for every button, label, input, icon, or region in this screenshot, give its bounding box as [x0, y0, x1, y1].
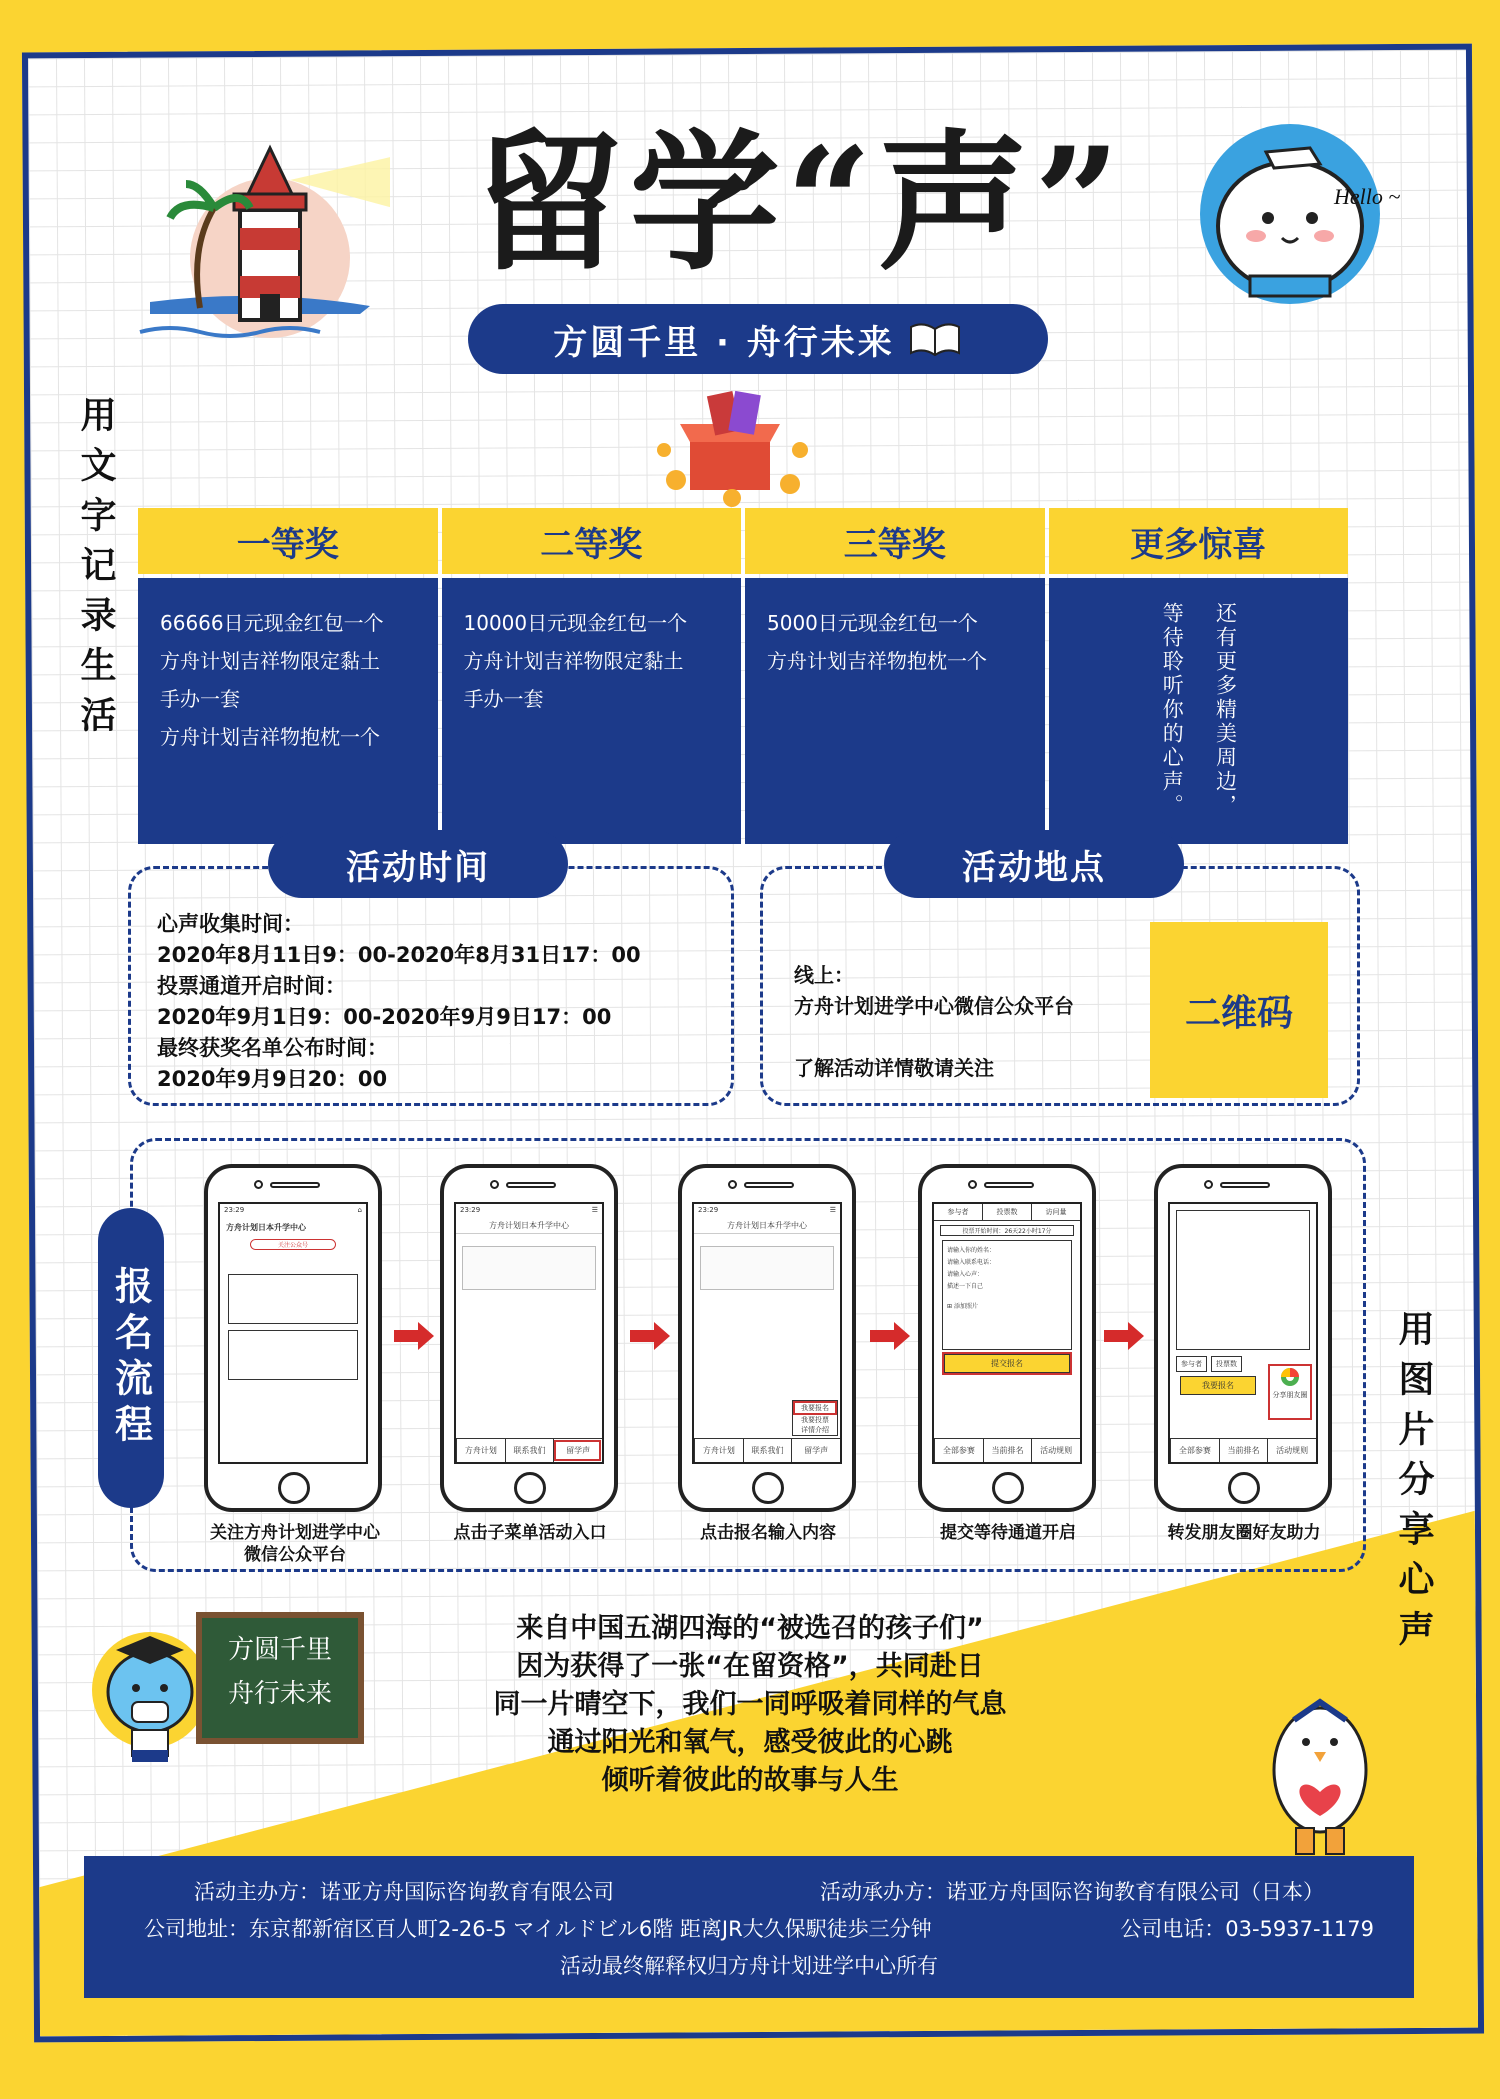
- flow-caption-3: 点击报名输入内容: [700, 1523, 836, 1543]
- menu-item[interactable]: 当前排名: [983, 1439, 1032, 1462]
- prize-more-title: 更多惊喜: [1049, 508, 1349, 574]
- footer-address: 公司地址：东京都新宿区百人町2-26-5 マイルドビル6階 距离JR大久保駅徒歩三分钟: [144, 1917, 932, 1941]
- mascot-graduate-icon: [92, 1610, 212, 1780]
- chalkboard: [196, 1612, 364, 1744]
- poem-line: 因为获得了一张“在留资格”，共同赴日: [516, 1651, 984, 1682]
- poem-line: 来自中国五湖四海的“被选召的孩子们”: [516, 1613, 984, 1644]
- chat-menu: [694, 1438, 840, 1462]
- prize-line: 等待聆听你的心声。: [1160, 602, 1185, 818]
- add-photo[interactable]: ⊞ 添加照片: [947, 1303, 978, 1310]
- flow-caption-4: 提交等待通道开启: [940, 1523, 1076, 1543]
- camera-shutter-icon: [1279, 1366, 1301, 1388]
- footer-phone: 公司电话：03-5937-1179: [1120, 1917, 1374, 1941]
- location-note: 了解活动详情敬请关注: [794, 1056, 994, 1080]
- share-moments-button[interactable]: 分享朋友圈: [1268, 1364, 1312, 1420]
- poem-line: 倾听着彼此的故事与人生: [601, 1765, 899, 1796]
- slogan-banner: [468, 304, 1048, 374]
- prize-line: 手办一套: [160, 687, 240, 711]
- chat-menu: [456, 1438, 602, 1462]
- phone-screen: 23:29 ⌂ 方舟计划日本升学中心 关注公众号: [218, 1202, 368, 1464]
- poem-line: 通过阳光和氧气，感受彼此的心跳: [547, 1727, 953, 1758]
- arrow-right-icon: [870, 1322, 910, 1350]
- menu-item[interactable]: 当前排名: [1219, 1439, 1268, 1462]
- phone-screen: 23:29 ☰ 方舟计划日本升学中心 我要报名 我要投票 详情介绍 方舟计划 联系我们 留学声: [692, 1202, 842, 1464]
- prize-second: [442, 508, 742, 844]
- activity-time-title: 活动时间: [268, 830, 568, 898]
- prize-more-body: [1049, 578, 1349, 844]
- submit-button[interactable]: 提交报名: [944, 1354, 1070, 1373]
- arrow-right-icon: [394, 1322, 434, 1350]
- board-line: 方圆千里: [227, 1635, 332, 1665]
- prize-first-title: 一等奖: [138, 508, 438, 574]
- form-line[interactable]: 请输入心声：: [947, 1271, 984, 1278]
- phone-screen: 参与者 投票数 访问量 投票开始时间：26天22小时17分 请输入你的姓名： 请输入联系电话： 请输入心声： 描述一下自己 ⊞ 添加照片 提交报名 全部参赛 当前排名 活动规则: [932, 1202, 1082, 1464]
- mascot-bird-heart-icon: [1250, 1680, 1390, 1860]
- prize-line: 方舟计划吉祥物抱枕一个: [160, 725, 380, 749]
- activity-time-box: [128, 866, 734, 1106]
- flow-caption-2: 点击子菜单活动入口: [453, 1523, 607, 1543]
- qr-code-placeholder[interactable]: 二维码: [1150, 922, 1328, 1098]
- time-line: 2020年8月11日9：00-2020年8月31日17：00: [157, 943, 641, 967]
- signup-flow-title: 报名流程: [98, 1208, 164, 1508]
- phone-screen: 23:29 ☰ 方舟计划日本升学中心 方舟计划 联系我们 留学声: [454, 1202, 604, 1464]
- menu-item[interactable]: 全部参赛: [934, 1439, 983, 1462]
- activity-location-title: 活动地点: [884, 830, 1184, 898]
- form-line[interactable]: 请输入你的姓名：: [947, 1247, 996, 1254]
- prize-line: 方舟计划吉祥物抱枕一个: [767, 649, 987, 673]
- prize-line: 方舟计划吉祥物限定黏土: [160, 649, 380, 673]
- submenu-item[interactable]: 我要投票: [801, 1416, 829, 1424]
- bottom-menu: [1170, 1438, 1316, 1462]
- submenu-item[interactable]: 详情介绍: [801, 1426, 829, 1434]
- page-title: 留学“声”: [473, 115, 1127, 291]
- menu-item[interactable]: 活动规则: [1267, 1439, 1316, 1462]
- submenu-item[interactable]: 我要报名: [793, 1401, 837, 1415]
- flow-caption-1: 关注方舟计划进学中心 微信公众平台: [210, 1523, 380, 1565]
- prize-line: 还有更多精美周边，: [1213, 602, 1238, 818]
- time-line: 心声收集时间：: [157, 912, 304, 936]
- time-line: 投票通道开启时间：: [157, 974, 346, 998]
- menu-item[interactable]: 联系我们: [505, 1439, 554, 1462]
- footer-undertaker: 活动承办方：诺亚方舟国际咨询教育有限公司（日本）: [820, 1880, 1324, 1904]
- form-line[interactable]: 请输入联系电话：: [947, 1259, 996, 1266]
- time-line: 最终获奖名单公布时间：: [157, 1036, 388, 1060]
- mascot-seal-icon: [1190, 118, 1420, 308]
- phone-step-4: [918, 1164, 1096, 1512]
- stats-tabs: 参与者 投票数 访问量: [934, 1204, 1080, 1221]
- time-line: 2020年9月1日9：00-2020年9月9日17：00: [157, 1005, 612, 1029]
- location-online: 线上：: [794, 963, 854, 987]
- left-vertical-slogan: 用文字记录生活: [75, 396, 116, 746]
- prize-more: [1049, 508, 1349, 844]
- prize-third: [745, 508, 1045, 844]
- book-icon: [907, 319, 963, 359]
- bottom-menu: [934, 1438, 1080, 1462]
- signup-form: [942, 1240, 1072, 1350]
- prize-line: 10000日元现金红包一个: [463, 611, 688, 635]
- poem-line: 同一片晴空下，我们一同呼吸着同样的气息: [493, 1689, 1007, 1720]
- footer-organizer: 活动主办方：诺亚方舟国际咨询教育有限公司: [194, 1880, 614, 1904]
- right-vertical-slogan: 用图片分享心声: [1393, 1310, 1434, 1660]
- prize-third-title: 三等奖: [745, 508, 1045, 574]
- prize-first: [138, 508, 438, 844]
- flow-caption-5: 转发朋友圈好友助力: [1167, 1523, 1321, 1543]
- menu-item[interactable]: 方舟计划: [456, 1439, 505, 1462]
- prize-table: [138, 508, 1348, 818]
- phone-step-1: [204, 1164, 382, 1512]
- prize-first-body: [138, 578, 438, 844]
- page-title-wrap: [400, 90, 1200, 290]
- submenu: [792, 1400, 838, 1436]
- phone-step-5: [1154, 1164, 1332, 1512]
- follow-button[interactable]: 关注公众号: [250, 1239, 336, 1250]
- time-line: 2020年9月9日20：00: [157, 1067, 388, 1091]
- menu-item[interactable]: 留学声: [791, 1439, 840, 1462]
- phone-screen: 参与者 投票数 我要报名 分享朋友圈 全部参赛 当前排名 活动规则: [1168, 1202, 1318, 1464]
- phone-step-3: [678, 1164, 856, 1512]
- phone-step-2: [440, 1164, 618, 1512]
- prize-line: 方舟计划吉祥物限定黏土: [463, 649, 684, 673]
- hello-text: Hello ~: [1334, 184, 1401, 209]
- slogan-text: 方圆千里 · 舟行未来: [553, 322, 895, 363]
- prize-second-body: [442, 578, 742, 844]
- menu-item[interactable]: 联系我们: [743, 1439, 792, 1462]
- join-button[interactable]: 我要报名: [1180, 1376, 1256, 1395]
- prize-second-title: 二等奖: [442, 508, 742, 574]
- poem-text: [420, 1610, 1080, 1800]
- prize-line: 5000日元现金红包一个: [767, 611, 978, 635]
- lighthouse-icon: [130, 118, 390, 358]
- board-line: 舟行未来: [227, 1679, 332, 1709]
- arrow-right-icon: [1104, 1322, 1144, 1350]
- menu-item[interactable]: 活动规则: [1031, 1439, 1080, 1462]
- account-name: 方舟计划日本升学中心: [226, 1223, 306, 1232]
- menu-item[interactable]: 方舟计划: [694, 1439, 743, 1462]
- location-platform: 方舟计划进学中心微信公众平台: [794, 994, 1074, 1018]
- footer-info: [84, 1856, 1414, 1998]
- menu-item[interactable]: 全部参赛: [1170, 1439, 1219, 1462]
- form-line[interactable]: 描述一下自己: [947, 1283, 984, 1290]
- gift-box-icon: [640, 380, 820, 510]
- prize-line: 手办一套: [463, 687, 544, 711]
- arrow-right-icon: [630, 1322, 670, 1350]
- prize-line: 66666日元现金红包一个: [160, 611, 384, 635]
- menu-item-highlight[interactable]: 留学声: [553, 1439, 602, 1462]
- location-text: [794, 960, 1074, 1084]
- footer-rights: 活动最终解释权归方舟计划进学中心所有: [560, 1954, 938, 1978]
- prize-third-body: [745, 578, 1045, 844]
